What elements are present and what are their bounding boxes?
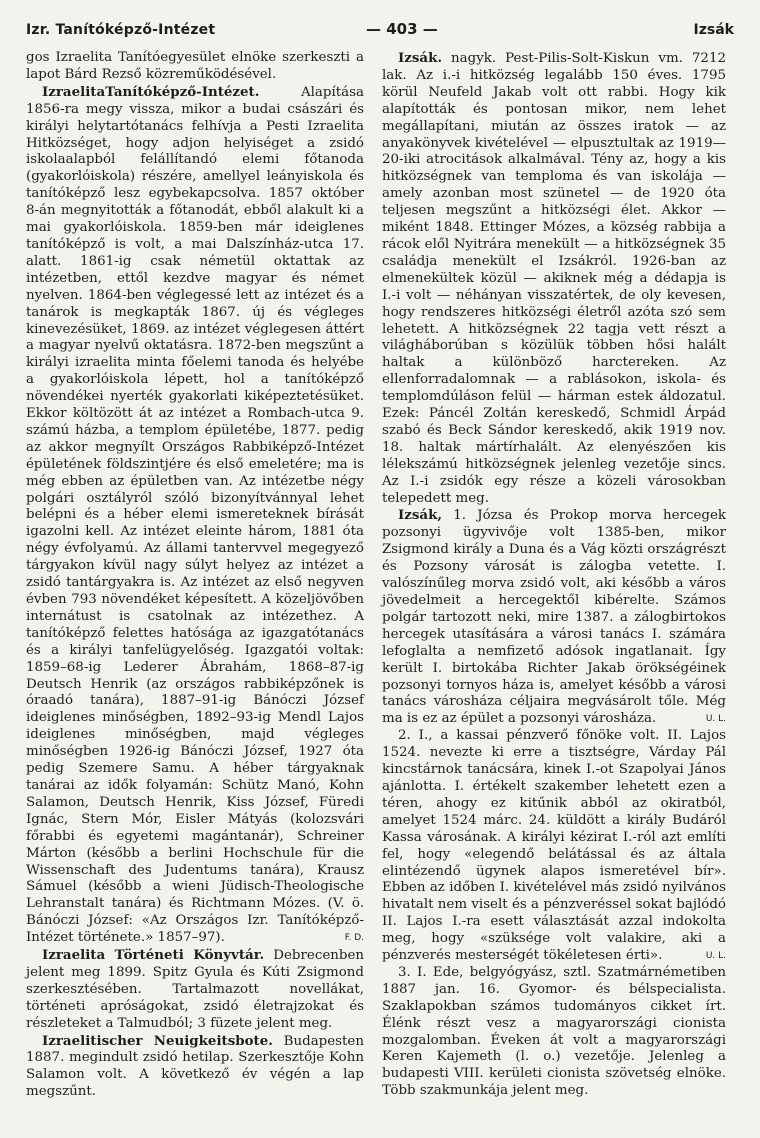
entry-izsak-3 [382, 965, 726, 1100]
entry-headword: Izraelitischer Neuigkeitsbote. [42, 1032, 273, 1049]
entry-neuigkeitsbote [26, 1033, 364, 1102]
running-head-left: Izr. Tanítóképző-Intézet [26, 22, 216, 38]
entry-headword: Izraelita Történeti Könyvtár. [42, 947, 265, 964]
entry-izraelita-torteneti-konyvtar [26, 947, 364, 1033]
entry-continuation: gos Izraelita Tanítóegyesület elnöke szerkeszti a lapot Bárd Rezső közreműködésével. [26, 50, 364, 82]
entry-body: nagyk. Pest-Pilis-Solt-Kiskun vm. 7212 lak. Az i.-i hitközség legalább 150 éves. 1795 körül Neufeld Jakab volt ott rabbi. Hogy kik alapították és pontosan mikor, nem lehet megállapítani, miután az összes iratok — az anyakönyvek kivételével — elpusztultak az 1919—20-iki atrocitások alkalmával. Tény az, hogy a kis hitközségnek van temploma és van iskolája — amely azonban most szünetel — de 1920 óta teljesen megszűnt a hitközségi élet. Akkor — miként 1848. Ettinger Mózes, a község rabbija a rácok elől Nyitrára menekült — a hitközségnek 35 családja menekült el Izsákról. 1926-ban az elmenekültek közül — akiknek még a dédapja is I.-i volt — néhányan visszatértek, de oly kevesen, hogy rendszeres hitközségi életről azóta szó sem lehetett. A hitközségnek 22 tagja vett részt a világháborúban s közülük többen hősi halált haltak a különböző harctereken. Az ellenforradalomnak — a rablásokon, iskola- és templomdúláson felül — hárman estek áldozatul. Ezek: Páncél Zoltán kereskedő, Schmidl Árpád szabó és Beck Sándor kereskedő, akik 1919 nov. 18. haltak mártírhalált. Az elenyészően kis lélekszámú hitközségnek jelenleg vezetője sincs. Az I.-i zsidók egy része a közeli városokban telepedett meg. [382, 51, 726, 506]
author-signature: F. D. [344, 933, 364, 944]
entry-body: 2. I., a kassai pénzverő főnöke volt. II. Lajos 1524. nevezte ki erre a tisztségre, Várday Pál kincstárnok tanácsára, kinek I.-ot Szapolyai János ajánlotta. I. értékelt szakember lehetett ezen a téren, ahogy ez kitűnik abból az okiratból, amelyet 1524 márc. 24. küldött a király Budáról Kassa városának. A királyi kézirat I.-ról azt említi fel, hogy «elegendő belátással és az általa elintézendő ügynek alapos ismeretével bír». Ebben az időben I. kivételével más zsidó nyilvános hivatalt nem viselt és a pénzveréssel sokat bajlódó II. Lajos I.-ra esett választását azzal indokolta meg, hogy «szüksége volt valakire, aki a pénzverés mesterségét tökéletesen érti». [382, 728, 726, 964]
entry-headword: IzraelitaTanítóképző-Intézet. [42, 83, 260, 100]
entry-body: 1. Józsa és Prokop morva hercegek pozsonyi ügyvivője volt 1385-ben, mikor Zsigmond király a Duna és a Vág közti országrészt és Pozsony városát is zálogba vetette. I. valószínűleg morva zsidó volt, aki később a város jövedelmeit a hercegektől kibérelte. Számos polgár tartozott neki, mire 1387. a zálogbirtokos hercegek utasítására a városi tanács I. számára lefoglalta a nemfizető adósok ingatlanait. Így került I. birtokába Richter Jakab örökségéinek pozsonyi tornyos háza is, amelyet később a városi tanács városháza céljaira megvásárolt tőle. Még ma is ez az épület a pozsonyi városháza. [382, 508, 727, 727]
entry-body: Debrecenben jelent meg 1899. Spitz Gyula és Kúti Zsigmond szerkesztésében. Tartalmazott novellákat, történeti apróságokat, zsidó életrajzokat és részleteket a Talmudból; 3 füzete jelent meg. [26, 948, 364, 1031]
page-number: — 403 — [366, 20, 438, 38]
entry-izsak-town [382, 50, 726, 507]
author-signature: U. L. [705, 714, 726, 725]
entry-body: Alapítása 1856-ra megy vissza, mikor a budai császári és királyi helytartótanács felhívja a Pesti Izraelita Hitközséget, hogy adjon helyiséget a zsidó iskolaalapból felállítandó elemi főtanoda (gyakorlóiskola) részére, amellyel leányiskola és tanítóképző lesz egybekapcsolva. 1857 október 8-án megnyitották a főtanodát, ebből alakult ki a mai gyakorlóiskola. 1859-ben már ideiglenes tanítóképző is volt, a mai Dalszínház-utca 17. alatt. 1861-ig csak németül oktattak az intézetben, ettől kezdve magyar és német nyelven. 1864-ben véglegessé lett az intézet és a tanárok is megkapták 1867. új és végleges kinevezésüket, 1869. az intézet véglegesen áttért a magyar nyelvű oktatásra. 1872-ben megszűnt a királyi izraelita minta főelemi tanoda és helyébe a gyakorlóiskola lépett, hol a tanítóképző növendékei nyerték gyakorlati kiképeztetésüket. Ekkor költözött át az intézet a Rombach-utca 9. számú házba, a templom épületébe, 1877. pedig az akkor megnyílt Országos Rabbiképző-Intézet épületének földszintjére és első emeletére; ma is még ebben az épületben van. Az intézetbe négy polgári osztályról szóló bizonyítvánnyal lehet belépni és a héber elemi ismereteknek bírását igazolni kell. Az intézet eleinte három, 1881 óta négy évfolyamú. Az állami tantervvel megegyező tárgyakon kívül nagy súlyt helyez az intézet a zsidó tantárgyakra is. Az intézet az első negyven évben 793 növendéket képesített. A közeljövőben internátust is csatolnak az intézethez. A tanítóképző felettes hatósága az igazgatótanács és a királyi tanfelügyelőség. Igazgatói voltak: 1859–68-ig Lederer Ábrahám, 1868–87-ig Deutsch Henrik (az országos rabbiképzőnek is óraadó tanára), 1887–91-ig Bánóczi József ideiglenes minőségben, 1892–93-ig Mendl Lajos ideiglenes minőségben, majd végleges minőségben 1926-ig Bánóczi József, 1927 óta pedig Szemere Samu. A héber tárgyaknak tanárai az idők folyamán: Schütz Manó, Kohn Salamon, Deutsch Henrik, Kiss József, Füredi Ignác, Stern Mór, Eisler Mátyás (kolozsvári főrabbi és egyetemi magántanár), Schreiner Márton (később a berlini Hochschule für die Wissenschaft des Judentums tanára), Krausz Sámuel (később a wieni Jüdisch-Theologische Lehranstalt tanára) és Richtmann Mózes. (V. ö. Bánóczi József: «Az Országos Izr. Tanítóképző-Intézet története.» 1857–97). [26, 84, 364, 946]
entry-izsak-person [382, 507, 726, 728]
running-head-right: Izsák [693, 22, 734, 38]
entry-body: Budapesten 1887. megindult zsidó hetilap. Szerkesztője Kohn Salamon volt. A következő év végén a lap megszűnt. [26, 1033, 364, 1100]
entry-izsak-2 [382, 728, 726, 965]
entry-headword: Izsák, [398, 507, 443, 524]
entry-headword: Izsák. [398, 50, 443, 66]
page-header [26, 20, 740, 44]
entry-izraelita-tanitokepzo [26, 84, 364, 947]
entry-body: 3. I. Ede, belgyógyász, sztl. Szatmárnémetiben 1887 jan. 16. Gyomor- és bélspecialista. Szaklapokban számos tudományos cikket írt. Élénk részt vesz a magyarországi cionista mozgalomban. Éveken át volt a magyarországi Keren Kajemeth (l. o.) vezetője. Jelenleg a budapesti VIII. kerületi cionista szövetség elnöke. Több szakmunkája jelent meg. [382, 964, 726, 1099]
right-column [382, 50, 726, 1100]
author-signature: U. L. [705, 951, 726, 962]
left-column [26, 50, 364, 1101]
